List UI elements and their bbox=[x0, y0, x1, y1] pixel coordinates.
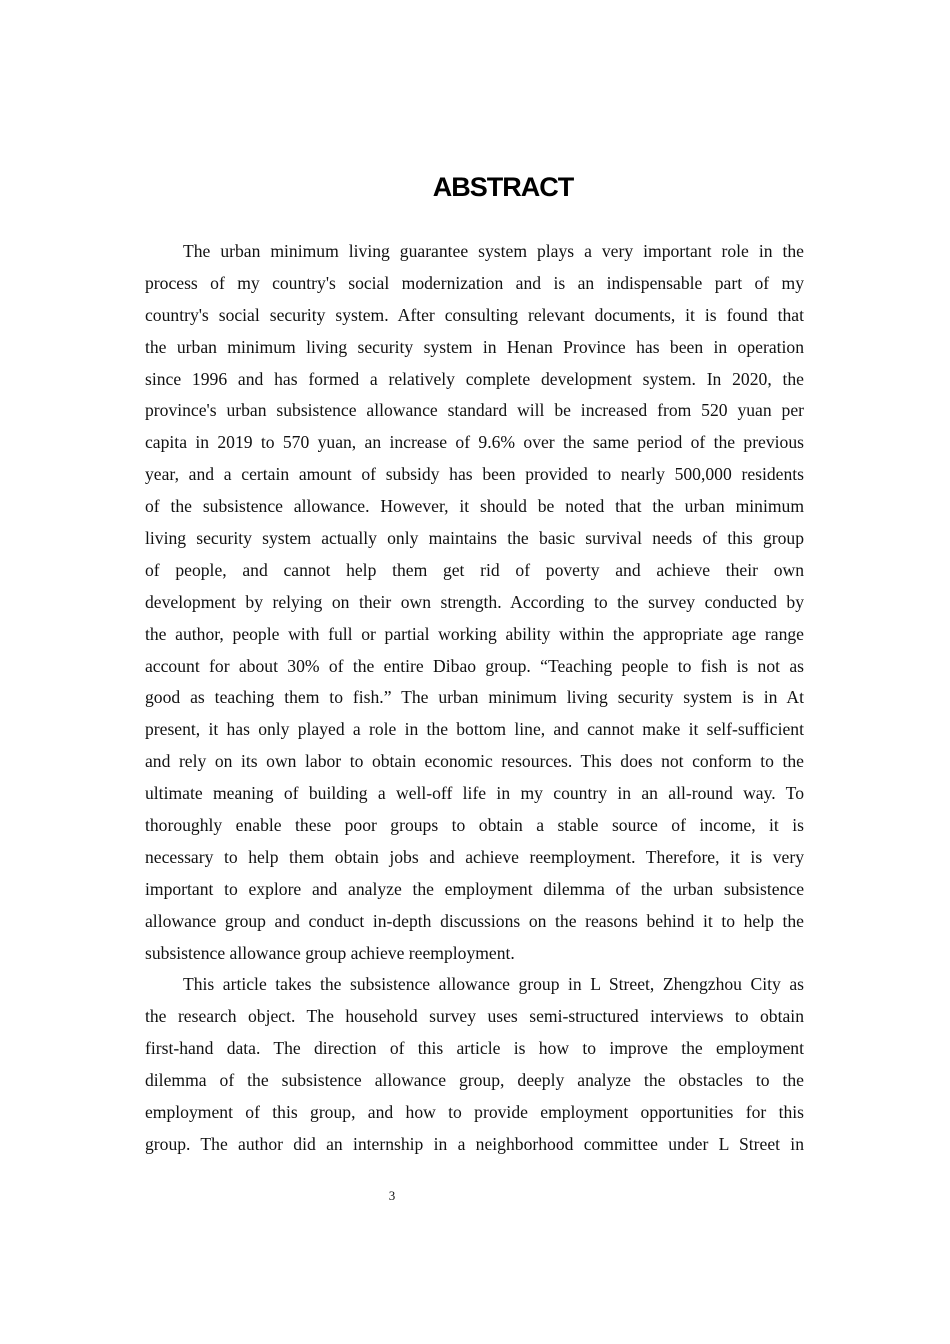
text-line: allowance group and conduct in-depth discussions on the reasons behind it to help the bbox=[145, 910, 804, 931]
text-line: important to explore and analyze the employment dilemma of the urban subsistence bbox=[145, 878, 804, 899]
text-line: of the subsistence allowance. However, it should be noted that the urban minimum bbox=[145, 496, 804, 517]
text-line: account for about 30% of the entire Dibao group. “Teaching people to fish is not as bbox=[145, 655, 804, 676]
text-line: good as teaching them to fish.” The urban minimum living security system is in At bbox=[145, 687, 804, 708]
text-line: employment of this group, and how to provide employment opportunities for this bbox=[145, 1102, 804, 1123]
paragraph-1 bbox=[145, 236, 804, 969]
text-line: since 1996 and has formed a relatively complete development system. In 2020, the bbox=[145, 368, 804, 389]
text-line: thoroughly enable these poor groups to obtain a stable source of income, it is bbox=[145, 815, 804, 836]
text-line: dilemma of the subsistence allowance group, deeply analyze the obstacles to the bbox=[145, 1070, 804, 1091]
text-line: ultimate meaning of building a well-off life in my country in an all-round way. To bbox=[145, 783, 804, 804]
text-line: necessary to help them obtain jobs and achieve reemployment. Therefore, it is very bbox=[145, 846, 804, 867]
text-line: This article takes the subsistence allowance group in L Street, Zhengzhou City as bbox=[183, 974, 804, 995]
text-line: year, and a certain amount of subsidy has been provided to nearly 500,000 residents bbox=[145, 464, 804, 485]
text-line: The urban minimum living guarantee system plays a very important role in the bbox=[183, 241, 804, 261]
text-line: country's social security system. After consulting relevant documents, it is found that bbox=[145, 304, 804, 325]
paragraph-2 bbox=[145, 969, 804, 1160]
abstract-heading: ABSTRACT bbox=[432, 172, 574, 202]
text-line: group. The author did an internship in a neighborhood committee under L Street in bbox=[145, 1133, 804, 1154]
page-number: 3 bbox=[388, 1188, 396, 1203]
text-line: the research object. The household survey uses semi-structured interviews to obtain bbox=[145, 1006, 804, 1027]
abstract-body bbox=[145, 236, 804, 1161]
text-line: first-hand data. The direction of this article is how to improve the employment bbox=[145, 1038, 804, 1059]
text-line: the author, people with full or partial working ability within the appropriate age range bbox=[145, 623, 804, 644]
text-line: and rely on its own labor to obtain economic resources. This does not conform to the bbox=[145, 751, 804, 772]
text-line: present, it has only played a role in the bottom line, and cannot make it self-sufficient bbox=[145, 719, 804, 740]
text-line: subsistence allowance group achieve reemployment. bbox=[145, 942, 515, 963]
text-line: capita in 2019 to 570 yuan, an increase of 9.6% over the same period of the previous bbox=[145, 432, 804, 453]
text-line: the urban minimum living security system in Henan Province has been in operation bbox=[145, 336, 804, 357]
text-line: province's urban subsistence allowance standard will be increased from 520 yuan per bbox=[145, 400, 804, 421]
text-line: process of my country's social modernization and is an indispensable part of my bbox=[145, 272, 804, 293]
text-line: living security system actually only maintains the basic survival needs of this group bbox=[145, 528, 804, 549]
text-line: development by relying on their own strength. According to the survey conducted by bbox=[145, 591, 804, 612]
text-line: of people, and cannot help them get rid of poverty and achieve their own bbox=[145, 559, 804, 580]
